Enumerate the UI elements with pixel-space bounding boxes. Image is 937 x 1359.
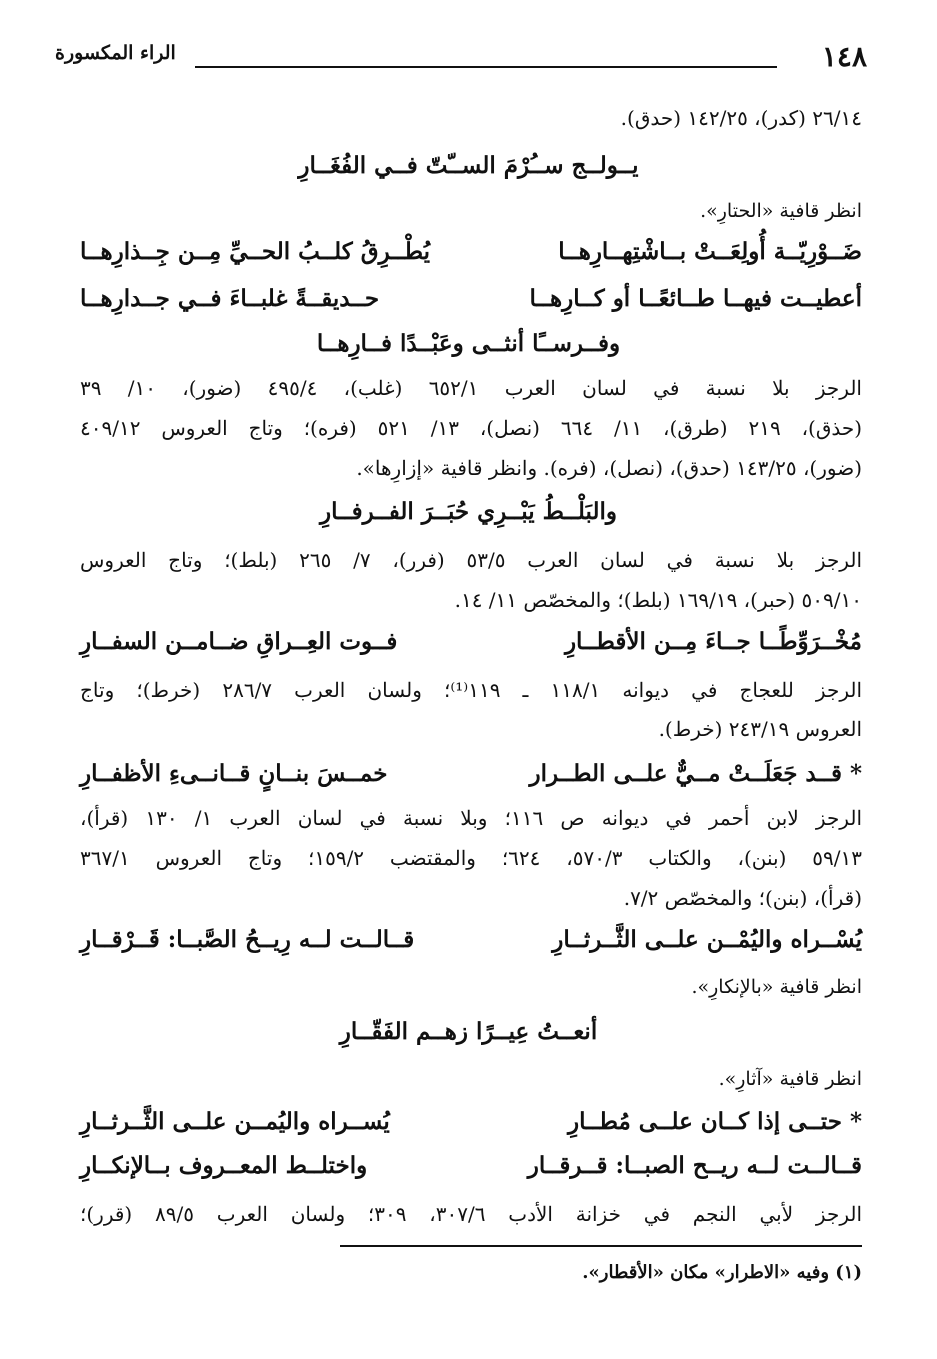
verse-line: والبَلْــطُ يَبْــرِي حُبَــرَ الفــرفــارِ <box>319 498 617 525</box>
reference-line: ٥٠٩/١٠ (حبر)، ١٦٩/١٩ (بلط)؛ والمخصّص ١١/ ١٤. <box>454 588 862 612</box>
page-number: ١٤٨ <box>821 40 867 73</box>
see-also-line: انظر قافية «آثارِ». <box>718 1068 862 1090</box>
verse-line: أنعــتُ عِيــرًا زهــم الفَقّــارِ <box>339 1018 598 1045</box>
footnote: (١) وفيه «الاطرار» مكان «الأقطار». <box>582 1262 862 1283</box>
see-also-line: انظر قافية «بالإنكارِ». <box>691 976 862 998</box>
reference-line: (قرأ)، (بنن)؛ والمخصّص ٧/٢. <box>623 886 862 910</box>
running-title: الراء المكسورة <box>55 42 176 64</box>
verse-second-hemistich: يُطْــرِقُ كلــبُ الحــيِّ مِــن جِــذارِهــا <box>80 238 431 265</box>
reference-line: ٢٦/١٤ (كدر)، ١٤٢/٢٥ (حدق). <box>620 106 862 130</box>
verse-first-hemistich: قــالــت لــه ريــح الصبــا: قــرقــار <box>527 1152 862 1179</box>
reference-line: الرجز لابن أحمر في ديوانه ص ١١٦؛ وبلا نسبة في لسان العرب ١/ ١٣٠ (قرأ)، <box>80 806 862 830</box>
verse-couplet <box>80 238 862 278</box>
reference-line: (ضور)، ١٤٣/٢٥ (حدق)، (نصل)، (فره). وانظر قافية «إزارِها». <box>356 456 862 480</box>
verse-line: وفــرســًا أنثــى وعَبْــدًا فــارِهــا <box>316 330 621 357</box>
verse-second-hemistich: قــالــت لــه رِيــحُ الصَّبــا: قَــرْقــارِ <box>80 926 415 953</box>
verse-couplet <box>80 285 862 325</box>
see-also-line: انظر قافية «الحتارِ». <box>700 200 862 222</box>
verse-first-hemistich: يُسْــراه واليُمْــن علــى الثَّــرثــارِ <box>552 926 862 953</box>
verse-couplet <box>80 760 862 800</box>
verse-couplet <box>80 1108 862 1148</box>
verse-first-hemistich: * حتــى إذا كــان علــى مُطــارِ <box>568 1108 862 1135</box>
page-header <box>55 40 867 80</box>
verse-second-hemistich: خمــسَ بنــانٍ قــانــىءِ الأظفــارِ <box>80 760 388 787</box>
verse-first-hemistich: ضَــوْرِيّــة أُولِعَــتْ بــاشْتِهــارِهــا <box>558 238 862 265</box>
reference-line: (حذق)، ٢١٩ (طرق)، ١١/ ٦٦٤ (نصل)، ١٣/ ٥٢١ (فره)؛ وتاج العروس ٤٠٩/١٢ <box>80 416 863 440</box>
reference-line: ٥٩/١٣ (بنن)، والكتاب ٥٧٠/٣، ٦٢٤؛ والمقتضب ١٥٩/٢؛ وتاج العروس ٣٦٧/١ <box>80 846 862 870</box>
verse-couplet <box>80 926 862 966</box>
verse-couplet <box>80 628 862 668</box>
reference-line: العروس ٢٤٣/١٩ (خرط). <box>658 717 862 741</box>
verse-second-hemistich: فــوت العِــراقِ ضــامــن السفــارِ <box>80 628 398 655</box>
reference-line: الرجز لأبي النجم في خزانة الأدب ٣٠٧/٦، ٣٠٩؛ ولسان العرب ٨٩/٥ (قرر)؛ <box>80 1202 863 1226</box>
verse-second-hemistich: واختلــط المعــروف بــالإنكــارِ <box>80 1152 368 1179</box>
verse-first-hemistich: * قــد جَعَلَــتْ مــيٌّ علــى الطــرار <box>529 760 862 787</box>
verse-couplet <box>80 1152 862 1192</box>
reference-line: الرجز للعجاج في ديوانه ١١٨/١ ـ ١١٩⁽¹⁾؛ ولسان العرب ٢٨٦/٧ (خرط)؛ وتاج <box>80 678 862 702</box>
verse-first-hemistich: مُخْــرَوِّطًــا جــاءَ مِــن الأقطــارِ <box>564 628 862 655</box>
verse-first-hemistich: أعطيــت فيهــا طــائعًــا أو كــارِهــا <box>529 285 862 312</box>
reference-line: الرجز بلا نسبة في لسان العرب ٥٣/٥ (فرر)، ٧/ ٢٦٥ (بلط)؛ وتاج العروس <box>80 548 862 572</box>
header-rule <box>195 66 777 68</box>
reference-line: الرجز بلا نسبة في لسان العرب ٦٥٢/١ (غلب)، ٤٩٥/٤ (ضور)، ١٠/ ٣٩ <box>80 376 862 400</box>
verse-second-hemistich: يُســراه واليُمــن علــى الثَّــرثــارِ <box>80 1108 390 1135</box>
verse-line: يــولــج ســُرْمَ الســّتّ فــي الفُغَــارِ <box>298 152 639 179</box>
verse-second-hemistich: حــديقــةً غلبــاءَ فــي جــدارِهــا <box>80 285 380 312</box>
footnote-rule <box>340 1245 862 1247</box>
